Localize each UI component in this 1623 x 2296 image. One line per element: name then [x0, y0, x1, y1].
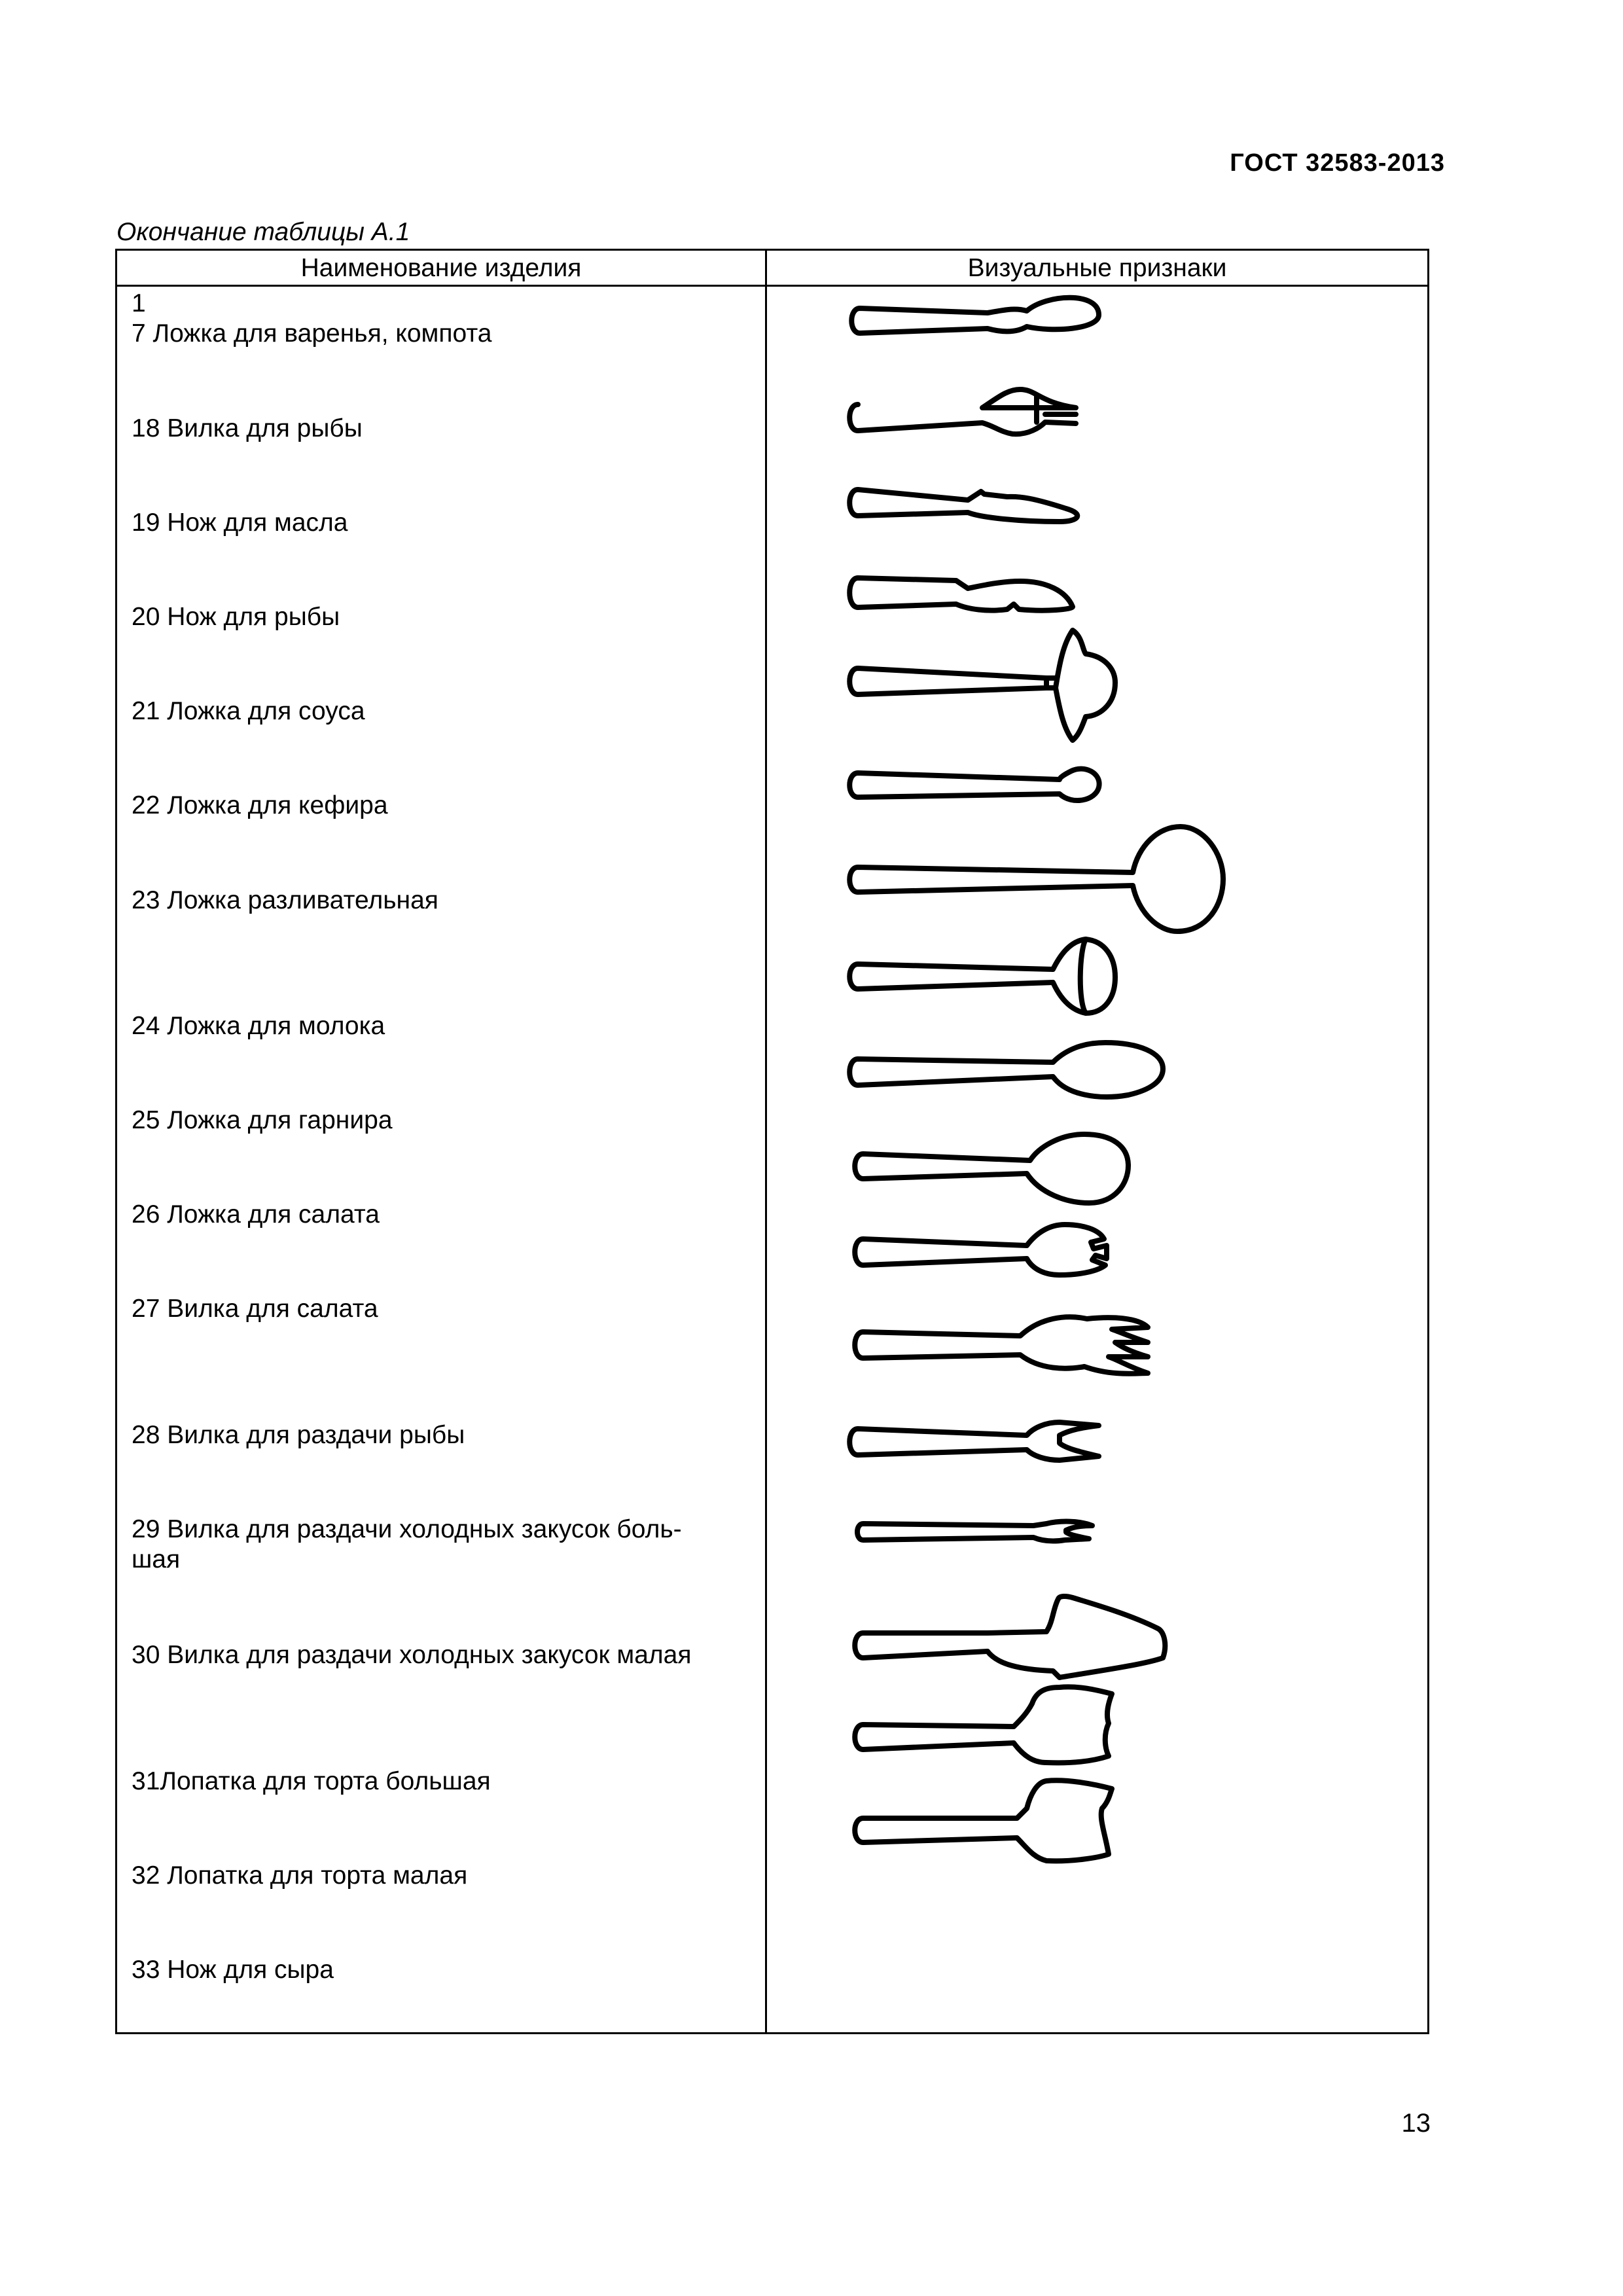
- column-header-visual: Визуальные признаки: [967, 254, 1227, 282]
- kefir-spoon-icon: [849, 769, 1099, 800]
- row-label-fish-serving-fork: 28 Вилка для раздачи рыбы: [132, 1421, 465, 1449]
- cutlery-table: [115, 249, 1429, 2034]
- row-label-sauce-ladle: 21 Ложка для соуса: [132, 697, 365, 725]
- sauce-ladle-icon: [849, 630, 1115, 740]
- salad-spoon-icon: [855, 1134, 1128, 1203]
- garnish-spoon-icon: [849, 1043, 1163, 1097]
- small-cake-server-icon: [855, 1687, 1112, 1763]
- row-label-large-cake-server: 31Лопатка для торта большая: [132, 1767, 491, 1795]
- row-label-small-appetizer-fork: 30 Вилка для раздачи холодных закусок малая: [132, 1641, 692, 1669]
- column-number: 1: [132, 289, 146, 317]
- large-appetizer-fork-icon: [849, 1422, 1099, 1460]
- cutlery-drawings: [767, 287, 1427, 2034]
- row-label-fish-fork: 18 Вилка для рыбы: [132, 414, 363, 442]
- table-header-row: [117, 251, 1427, 287]
- row-label-salad-spoon: 26 Ложка для салата: [132, 1200, 380, 1229]
- row-label-cheese-knife: 33 Нож для сыра: [132, 1956, 334, 1984]
- page-number: 13: [1401, 2109, 1431, 2138]
- soup-ladle-icon: [849, 827, 1223, 931]
- row-label-salad-fork: 27 Вилка для салата: [132, 1295, 378, 1323]
- row-label-large-appetizer-fork: 29 Вилка для раздачи холодных закусок боль- шая: [132, 1515, 682, 1573]
- butter-knife-icon: [849, 490, 1077, 522]
- fish-knife-icon: [849, 578, 1073, 611]
- row-label-jam-spoon: 7 Ложка для варенья, компота: [132, 319, 492, 348]
- salad-fork-icon: [855, 1225, 1107, 1275]
- milk-ladle-icon: [849, 939, 1115, 1013]
- table-caption: Окончание таблицы А.1: [116, 218, 410, 246]
- row-label-kefir-spoon: 22 Ложка для кефира: [132, 791, 388, 819]
- row-label-fish-knife: 20 Нож для рыбы: [132, 603, 340, 631]
- jam-spoon-icon: [851, 298, 1099, 333]
- fish-fork-icon: [849, 389, 1076, 434]
- large-cake-server-icon: [855, 1596, 1165, 1677]
- row-label-soup-ladle: 23 Ложка разливательная: [132, 886, 438, 914]
- row-label-garnish-spoon: 25 Ложка для гарнира: [132, 1106, 393, 1134]
- small-appetizer-fork-icon: [857, 1522, 1092, 1541]
- row-label-butter-knife: 19 Нож для масла: [132, 509, 348, 537]
- cheese-knife-icon: [855, 1780, 1112, 1861]
- row-label-milk-ladle: 24 Ложка для молока: [132, 1012, 385, 1040]
- column-header-name: Наименование изделия: [300, 254, 582, 282]
- fish-serving-fork-icon: [855, 1317, 1148, 1374]
- row-label-small-cake-server: 32 Лопатка для торта малая: [132, 1861, 468, 1890]
- standard-header: ГОСТ 32583-2013: [1230, 149, 1445, 177]
